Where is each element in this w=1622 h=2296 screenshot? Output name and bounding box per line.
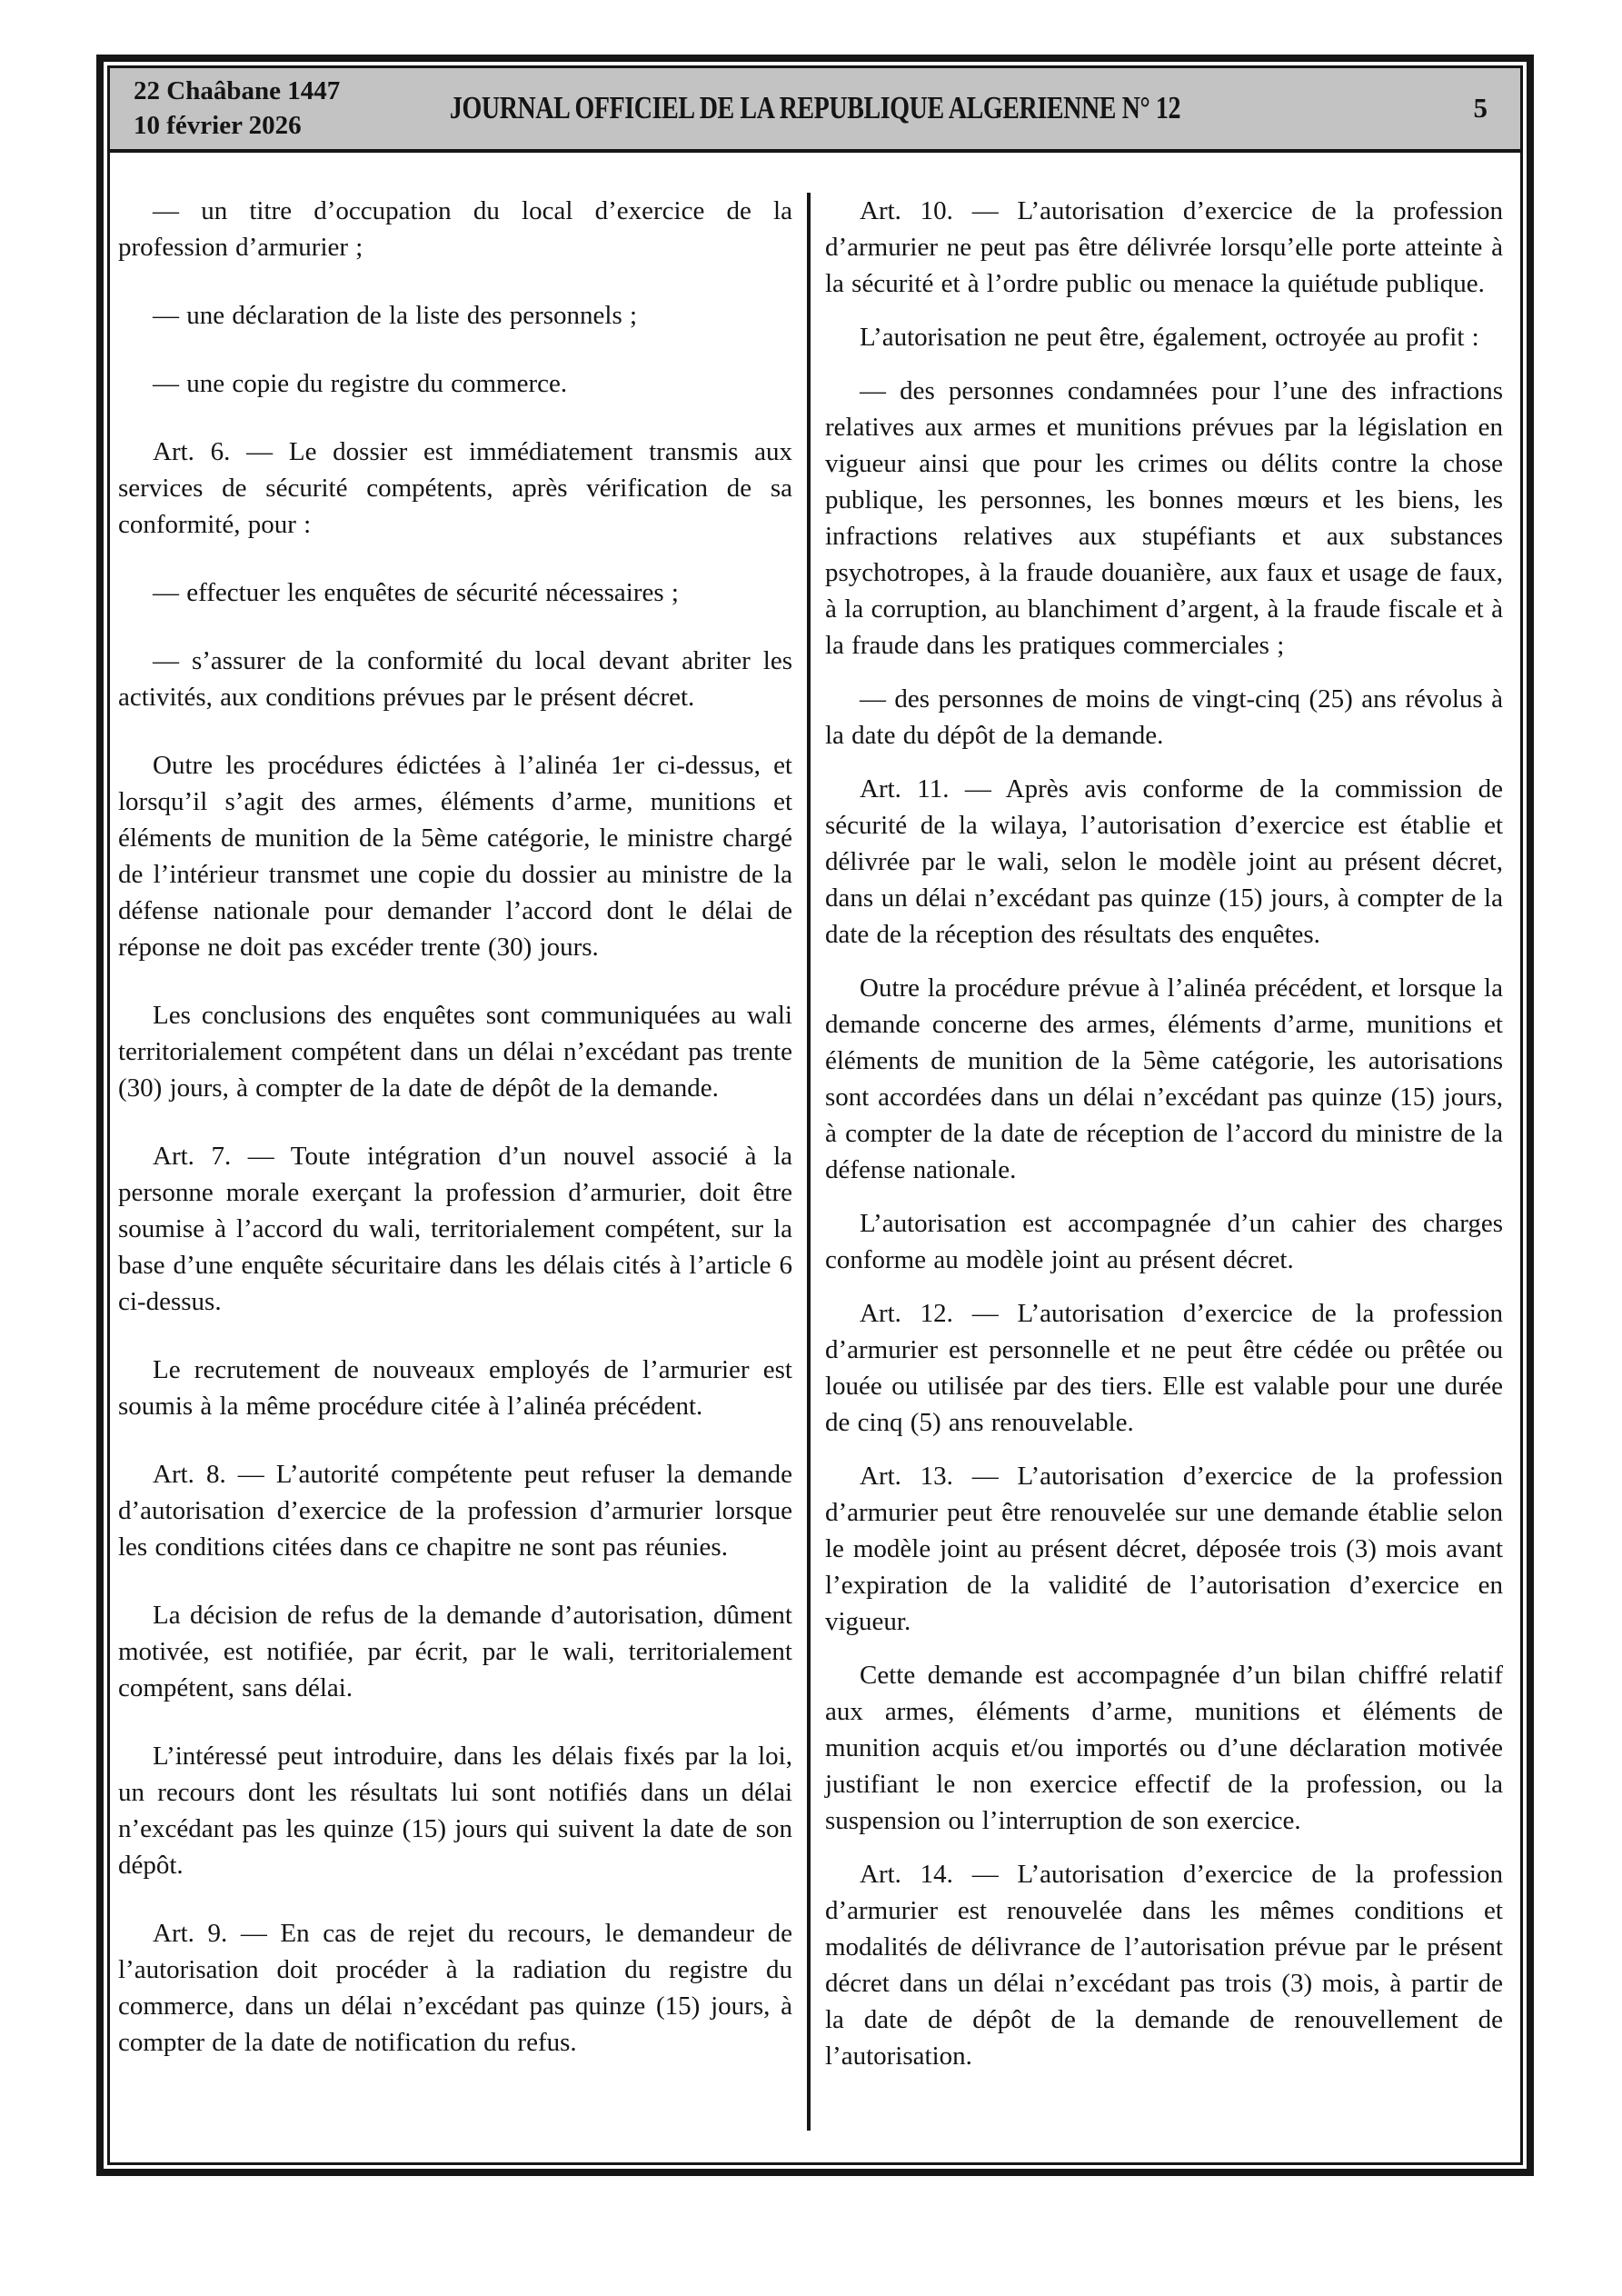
paragraph: Le recrutement de nouveaux employés de l’armurier est soumis à la même procédure citée à l’alinéa précédent. [118, 1355, 792, 1421]
paragraph: Art. 11. — Après avis conforme de la commission de sécurité de la wilaya, l’autorisation d’exercice est établie et délivrée par le wali, selon le modèle joint au présent décret, dans un délai n’excédant pas quinze (15) jours, à compter de la date de la réception des résultats des enquêtes. [825, 774, 1503, 949]
paragraph: Cette demande est accompagnée d’un bilan chiffré relatif aux armes, éléments d’arme, munitions et éléments de munition acquis et/ou importés ou d’une déclaration motivée justifiant le non exercice effectif de la profession, ou la suspension ou l’interruption de son exercice. [825, 1661, 1503, 1835]
paragraph: — des personnes de moins de vingt-cinq (25) ans révolus à la date du dépôt de la demande. [825, 684, 1503, 750]
paragraph: Art. 14. — L’autorisation d’exercice de la profession d’armurier est renouvelée dans les mêmes conditions et modalités de délivrance de l’autorisation prévue par le présent décret dans un délai n’excédant pas trois (3) mois, à partir de la date de dépôt de la demande de renouvellement de l’autorisation. [825, 1860, 1503, 2071]
column-divider-rule [807, 193, 811, 2131]
paragraph: Art. 9. — En cas de rejet du recours, le demandeur de l’autorisation doit procéder à la radiation du registre du commerce, dans un délai n’excédant pas quinze (15) jours, à compter de la date de notification du refus. [118, 1919, 792, 2057]
paragraph: Art. 8. — L’autorité compétente peut refuser la demande d’autorisation d’exercice de la profession d’armurier lorsque les conditions citées dans ce chapitre ne sont pas réunies. [118, 1460, 792, 1562]
paragraph: Outre les procédures édictées à l’alinéa 1er ci-dessus, et lorsqu’il s’agit des armes, éléments d’arme, munitions et éléments de munition de la 5ème catégorie, le ministre chargé de l’intérieur transmet une copie du dossier au ministre de la défense nationale pour demander l’accord dont le délai de réponse ne doit pas excéder trente (30) jours. [118, 751, 792, 962]
paragraph: Art. 6. — Le dossier est immédiatement transmis aux services de sécurité compétents, après vérification de sa conformité, pour : [118, 437, 792, 539]
paragraph: — une copie du registre du commerce. [153, 369, 568, 398]
paragraph: — s’assurer de la conformité du local devant abriter les activités, aux conditions prévues par le présent décret. [118, 646, 792, 712]
paragraph: La décision de refus de la demande d’autorisation, dûment motivée, est notifiée, par écrit, par le wali, territorialement compétent, sans délai. [118, 1601, 792, 1702]
paragraph: L’autorisation est accompagnée d’un cahier des charges conforme au modèle joint au présent décret. [825, 1209, 1503, 1274]
date-hijri: 22 Chaâbane 1447 [134, 76, 341, 105]
paragraph: — effectuer les enquêtes de sécurité nécessaires ; [153, 578, 679, 607]
paragraph: Outre la procédure prévue à l’alinéa précédent, et lorsque la demande concerne des armes, éléments d’arme, munitions et éléments de munition de la 5ème catégorie, les autorisations sont accordées dans un délai n’excédant pas quinze (15) jours, à compter de la date de réception de l’accord du ministre de la défense nationale. [825, 973, 1503, 1184]
paragraph: Art. 10. — L’autorisation d’exercice de la profession d’armurier ne peut pas être délivrée lorsqu’elle porte atteinte à la sécurité et à l’ordre public ou menace la quiétude publique. [825, 196, 1503, 298]
journal-title: JOURNAL OFFICIEL DE LA REPUBLIQUE ALGERIENNE N° 12 [449, 90, 1181, 125]
paragraph: L’intéressé peut introduire, dans les délais fixés par la loi, un recours dont les résultats lui sont notifiés dans un délai n’excédant pas les quinze (15) jours qui suivent la date de son dépôt. [118, 1742, 792, 1880]
paragraph: Les conclusions des enquêtes sont communiquées au wali territorialement compétent dans un délai n’excédant pas trente (30) jours, à compter de la date de dépôt de la demande. [118, 1001, 792, 1103]
paragraph: Art. 13. — L’autorisation d’exercice de la profession d’armurier peut être renouvelée sur une demande établie selon le modèle joint au présent décret, déposée trois (3) mois avant l’expiration de la validité de l’autorisation d’exercice en vigueur. [825, 1462, 1503, 1636]
paragraph: — des personnes condamnées pour l’une des infractions relatives aux armes et munitions prévues par la législation en vigueur ainsi que pour les crimes ou délits contre la chose publique, les personnes, les bonnes mœurs et les biens, les infractions relatives aux stupéfiants et aux substances psychotropes, à la fraude douanière, aux faux et usage de faux, à la corruption, au blanchiment d’argent, à la fraude fiscale et à la fraude dans les pratiques commerciales ; [825, 376, 1503, 660]
page-header [110, 68, 1520, 153]
paragraph: — une déclaration de la liste des personnels ; [153, 301, 638, 330]
date-gregorian: 10 février 2026 [134, 111, 302, 140]
left-column [118, 193, 792, 2092]
paragraph: — un titre d’occupation du local d’exercice de la profession d’armurier ; [118, 196, 792, 262]
paragraph: Art. 7. — Toute intégration d’un nouvel associé à la personne morale exerçant la profession d’armurier, doit être soumise à l’accord du wali, territorialement compétent, sur la base d’une enquête sécuritaire dans les délais cités à l’article 6 ci-dessus. [118, 1142, 792, 1316]
page-number: 5 [1473, 92, 1488, 124]
right-column [825, 193, 1503, 2091]
paragraph: L’autorisation ne peut être, également, octroyée au profit : [860, 323, 1479, 352]
paragraph: Art. 12. — L’autorisation d’exercice de la profession d’armurier est personnelle et ne peut être cédée ou prêtée ou louée ou utilisée par des tiers. Elle est valable pour une durée de cinq (5) ans renouvelable. [825, 1299, 1503, 1437]
